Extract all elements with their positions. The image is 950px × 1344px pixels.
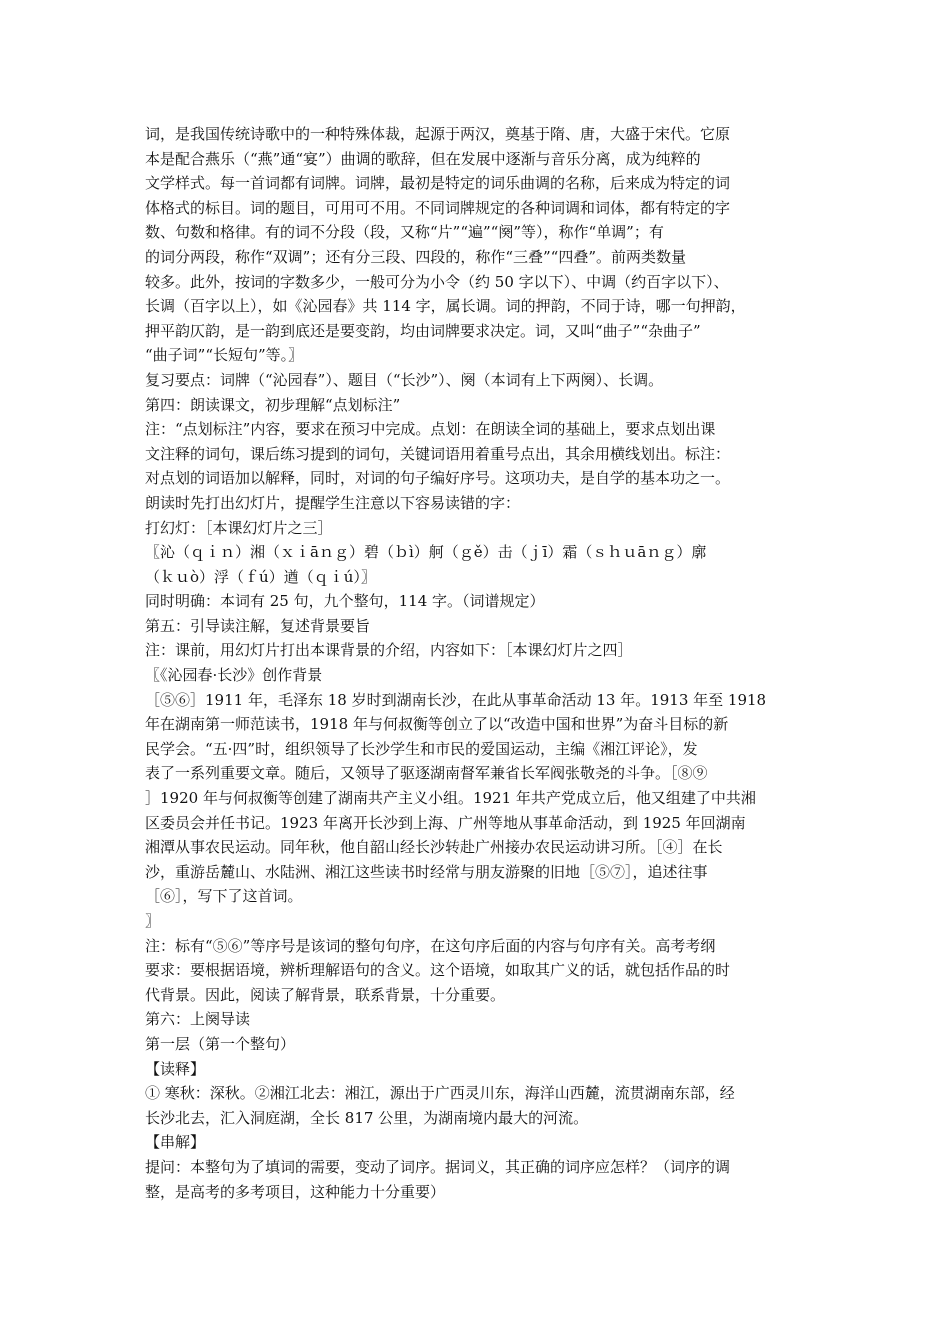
text-line: 押平韵仄韵，是一韵到底还是要变韵，均由词牌要求决定。词，又叫“曲子”“杂曲子” bbox=[145, 321, 701, 340]
text-line: 体格式的标目。词的题目，可用可不用。不同词牌规定的各种词调和词体，都有特定的字 bbox=[145, 198, 731, 217]
section-heading: 第五：引导读注解，复述背景要旨 bbox=[145, 616, 371, 635]
text-line: “曲子词”“长短句”等。〗 bbox=[145, 346, 304, 365]
text-line: 代背景。因此，阅读了解背景，联系背景，十分重要。 bbox=[145, 985, 506, 1004]
text-line: ］1920 年与何叔衡等创建了湖南共产主义小组。1921 年共产党成立后，他又组建了中共湘 bbox=[145, 789, 756, 808]
text-line: 〗 bbox=[145, 912, 161, 930]
pronunciation-line: 〖沁（ｑｉｎ）湘（ｘｉāｎｇ）碧（ｂì）舸（ｇě）击（ｊī）霜（ｓｈｕāｎｇ）廓 bbox=[145, 543, 707, 562]
text-line: 表了一系列重要文章。随后，又领导了驱逐湖南督军兼省长军阀张敬尧的斗争。［⑧⑨ bbox=[145, 764, 708, 783]
text-line: 要求：要根据语境，辨析理解语句的含义。这个语境，如取其广义的话，就包括作品的时 bbox=[145, 961, 731, 980]
text-line: 注：“点划标注”内容，要求在预习中完成。点划：在朗读全词的基础上，要求点划出课 bbox=[145, 420, 716, 439]
subsection-heading: 第一层（第一个整句） bbox=[145, 1034, 296, 1053]
text-line: 提问：本整句为了填词的需要，变动了词序。据词义，其正确的词序应怎样？（词序的调 bbox=[145, 1157, 731, 1176]
slide-label: 打幻灯：［本课幻灯片之三］ bbox=[145, 518, 333, 537]
text-line: 本是配合燕乐（“燕”通“宴”）曲调的歌辞，但在发展中逐渐与音乐分离，成为纯粹的 bbox=[145, 149, 701, 168]
document-body bbox=[145, 122, 805, 1204]
text-line: 民学会。“五·四”时，组织领导了长沙学生和市民的爱国运动，主编《湘江评论》，发 bbox=[145, 739, 698, 758]
text-line: 文学样式。每一首词都有词牌。词牌，最初是特定的词乐曲调的名称，后来成为特定的词 bbox=[145, 174, 731, 193]
text-line: 同时明确：本词有 25 句，九个整句，114 字。（词谱规定） bbox=[145, 592, 545, 611]
bracket-heading: 【读释】 bbox=[145, 1059, 206, 1078]
text-line: 数、句数和格律。有的词不分段（段，又称“片”“遍”“阕”等），称作“单调”；有 bbox=[145, 223, 664, 242]
background-title: 〖《沁园春·长沙》创作背景 bbox=[145, 666, 323, 685]
text-line: 长调（百字以上），如《沁园春》共 114 字，属长调。词的押韵，不同于诗，哪一句押韵， bbox=[145, 297, 746, 316]
section-heading: 第四：朗读课文，初步理解“点划标注” bbox=[145, 395, 401, 414]
text-line: ［⑤⑥］1911 年，毛泽东 18 岁时到湖南长沙，在此从事革命活动 13 年。1913 年至 1918 bbox=[145, 690, 767, 709]
text-line: 文注释的词句，课后练习提到的词句，关键词语用着重号点出，其余用横线划出。标注： bbox=[145, 444, 731, 463]
text-line: ［⑥］，写下了这首词。 bbox=[145, 887, 303, 906]
text-line: 整，是高考的多考项目，这种能力十分重要） bbox=[145, 1182, 446, 1201]
bracket-heading: 【串解】 bbox=[145, 1133, 206, 1152]
review-points-line: 复习要点：词牌（“沁园春”）、题目（“长沙”）、阕（本词有上下两阕）、长调。 bbox=[145, 370, 664, 389]
text-line: 的词分两段，称作“双调”；还有分三段、四段的，称作“三叠”“四叠”。前两类数量 bbox=[145, 247, 687, 266]
text-line: 对点划的词语加以解释，同时，对词的句子编好序号。这项功夫，是自学的基本功之一。 bbox=[145, 469, 731, 488]
text-line: 较多。此外，按词的字数多少，一般可分为小令（约 50 字以下）、中调（约百字以下）、 bbox=[145, 272, 729, 291]
text-line: 词，是我国传统诗歌中的一种特殊体裁，起源于两汉，奠基于隋、唐，大盛于宋代。它原 bbox=[145, 125, 731, 143]
text-line: 湘潭从事农民运动。同年秋，他自韶山经长沙转赴广州接办农民运动讲习所。［④］在长 bbox=[145, 838, 723, 857]
text-line: 长沙北去，汇入洞庭湖，全长 817 公里，为湖南境内最大的河流。 bbox=[145, 1108, 589, 1127]
text-line: 注：标有“⑤⑥”等序号是该词的整句句序，在这句序后面的内容与句序有关。高考考纲 bbox=[145, 936, 716, 955]
text-line: 区委员会并任书记。1923 年离开长沙到上海、广州等地从事革命活动，到 1925 年回湖南 bbox=[145, 813, 746, 832]
pronunciation-line: （ｋｕò）浮（ｆú）遒（ｑｉú）〗 bbox=[145, 567, 376, 586]
section-heading: 第六：上阕导读 bbox=[145, 1010, 251, 1029]
text-line: 年在湖南第一师范读书，1918 年与何叔衡等创立了以“改造中国和世界”为奋斗目标的新 bbox=[145, 715, 729, 734]
text-line: 注：课前，用幻灯片打出本课背景的介绍，内容如下：［本课幻灯片之四］ bbox=[145, 641, 633, 660]
text-line: ① 寒秋：深秋。②湘江北去：湘江，源出于广西灵川东，海洋山西麓，流贯湖南东部，经 bbox=[145, 1084, 735, 1103]
text-line: 沙，重游岳麓山、水陆洲、湘江这些读书时经常与朋友游聚的旧地［⑤⑦］，追述往事 bbox=[145, 862, 708, 881]
text-line: 朗读时先打出幻灯片，提醒学生注意以下容易读错的字： bbox=[145, 493, 521, 512]
